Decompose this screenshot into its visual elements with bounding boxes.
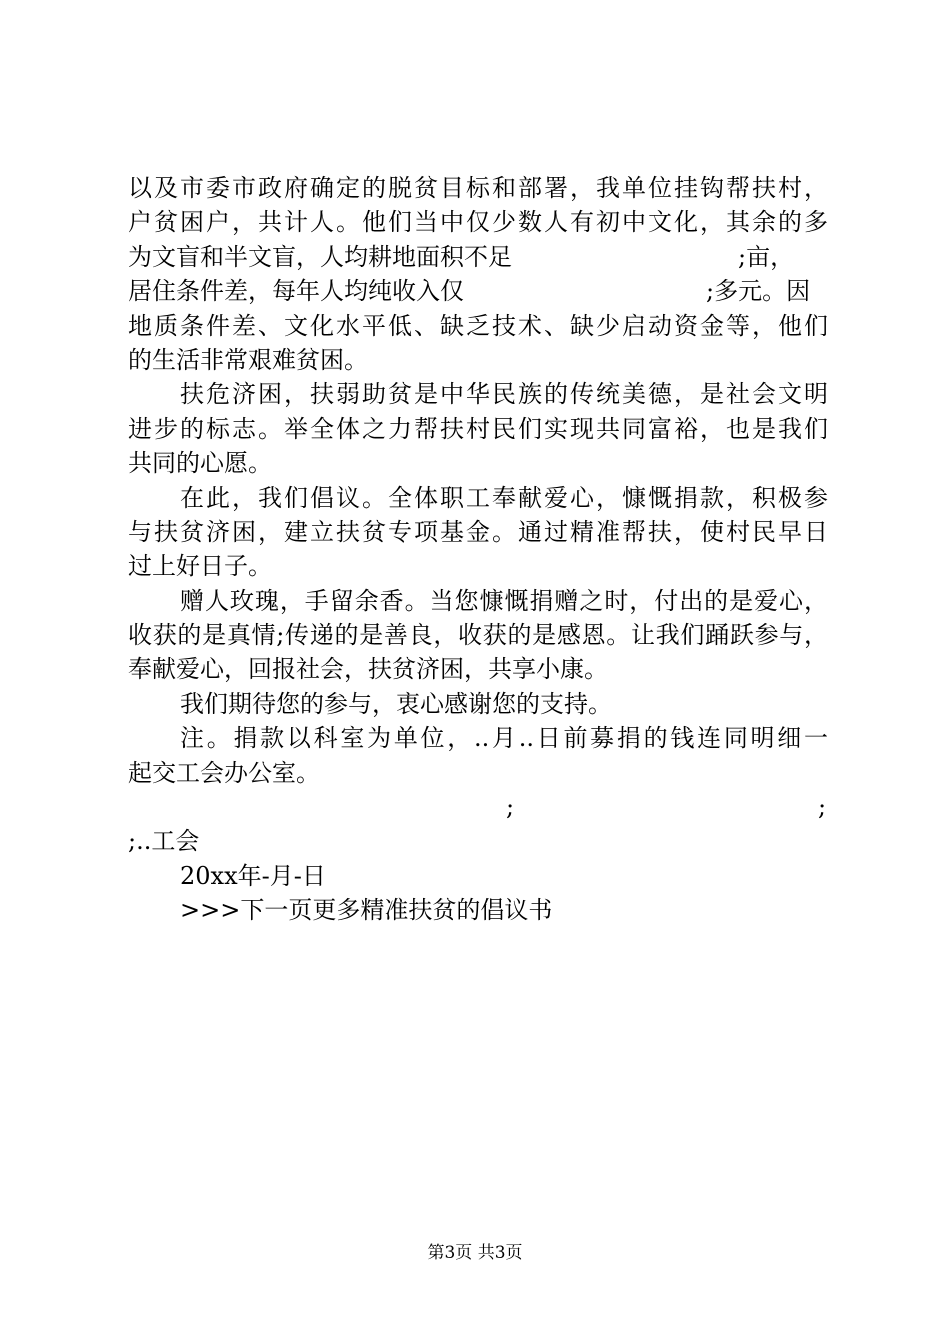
body-line: ;..工会 — [128, 827, 200, 856]
body-line — [128, 240, 828, 274]
date-line: 20xx年-月-日 — [180, 861, 326, 890]
body-line: 在此，我们倡议。全体职工奉献爱心，慷慨捐款，积极参 — [180, 483, 828, 512]
document-body — [128, 171, 828, 928]
body-line-text: ;多元。因 — [706, 277, 811, 306]
body-line-text: ;亩， — [738, 242, 795, 271]
body-line-text: 居住条件差，每年人均纯收入仅 — [128, 277, 464, 306]
body-line: 起交工会办公室。 — [128, 758, 320, 787]
body-line: 进步的标志。举全体之力帮扶村民们实现共同富裕，也是我们 — [128, 414, 828, 443]
body-line: 赠人玫瑰，手留余香。当您慷慨捐赠之时，付出的是爱心， — [180, 586, 828, 615]
body-line-text: ; — [506, 793, 515, 822]
body-line: 我们期待您的参与，衷心感谢您的支持。 — [180, 689, 612, 718]
body-line: 的生活非常艰难贫困。 — [128, 345, 368, 374]
body-line: 户贫困户，共计人。他们当中仅少数人有初中文化，其余的多 — [128, 208, 828, 237]
body-line — [128, 274, 828, 308]
body-line: 奉献爱心，回报社会，扶贫济困，共享小康。 — [128, 655, 608, 684]
body-line: 以及市委市政府确定的脱贫目标和部署，我单位挂钩帮扶村， — [128, 174, 828, 202]
page-number: 第3页 共3页 — [427, 1243, 523, 1263]
body-line: 地质条件差、文化水平低、缺乏技术、缺少启动资金等，他们 — [128, 311, 828, 340]
body-line: 收获的是真情;传递的是善良，收获的是感恩。让我们踊跃参与， — [128, 621, 828, 650]
body-line: 扶危济困，扶弱助贫是中华民族的传统美德，是社会文明 — [180, 380, 828, 409]
body-line-text: ; — [818, 793, 827, 822]
body-line: 注。捐款以科室为单位，..月..日前募捐的钱连同明细一 — [180, 724, 828, 753]
body-line: 共同的心愿。 — [128, 449, 272, 478]
body-line: 过上好日子。 — [128, 552, 272, 581]
next-page-link[interactable]: >>>下一页更多精准扶贫的倡议书 — [180, 896, 553, 925]
body-line-text: 为文盲和半文盲，人均耕地面积不足 — [128, 242, 512, 271]
body-line: 与扶贫济困，建立扶贫专项基金。通过精准帮扶，使村民早日 — [128, 517, 828, 546]
body-line — [128, 790, 828, 824]
